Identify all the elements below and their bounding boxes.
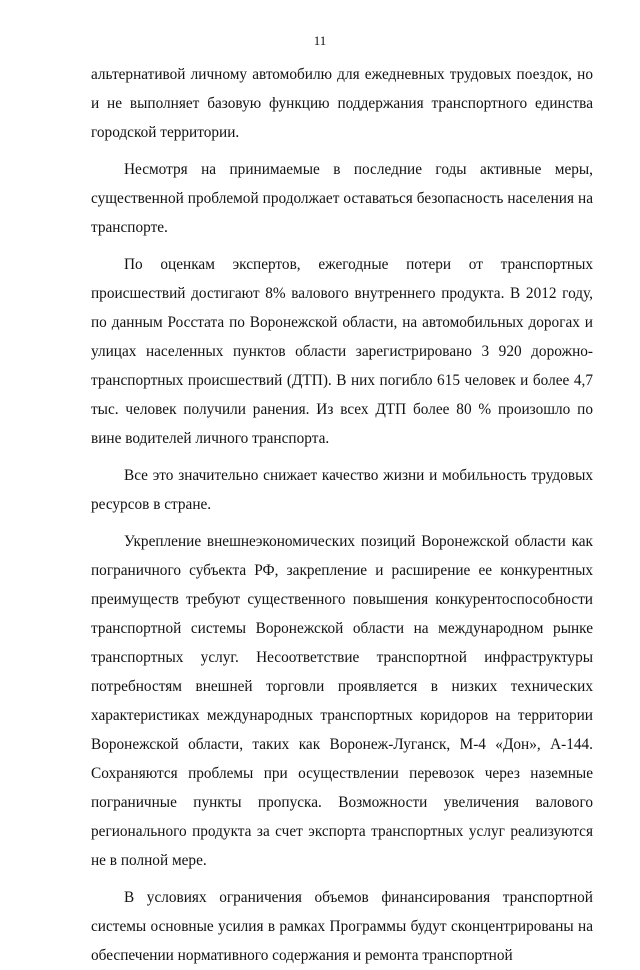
paragraph-foreign-economic: Укрепление внешнеэкономических позиций Воронежской области как пограничного субъекта РФ, закрепление и расширение ее конкурентных преимуществ требуют существенного повышения конкурентоспособности транспортной системы Воронежской области на международном рынке транспортных услуг. Несоответствие транспортной инфраструктуры потребностям внешней торговли проявляется в низких технических характеристиках международных транспортных коридоров на территории Воронежской области, таких как Воронеж-Луганск, М-4 «Дон», А-144. Сохраняются проблемы при осуществлении перевозок через наземные пограничные пункты пропуска. Возможности увеличения валового регионального продукта за счет экспорта транспортных услуг реализуются не в полной мере. (91, 533, 593, 869)
paragraph-continuation: альтернативой личному автомобилю для ежедневных трудовых поездок, но и не выполняет базовую функцию поддержания транспортного единства городской территории. (91, 66, 593, 141)
document-body (91, 60, 593, 970)
paragraph-accident-statistics: По оценкам экспертов, ежегодные потери от транспортных происшествий достигают 8% валового внутреннего продукта. В 2012 году, по данным Росстата по Воронежской области, на автомобильных дорогах и улицах населенных пунктов области зарегистрировано 3 920 дорожно-транспортных происшествий (ДТП). В них погибло 615 человек и более 4,7 тыс. человек получили ранения. Из всех ДТП более 80 % произошло по вине водителей личного транспорта. (91, 256, 593, 447)
paragraph-financing-conditions: В условиях ограничения объемов финансирования транспортной системы основные усилия в рамках Программы будут сконцентрированы на обеспечении нормативного содержания и ремонта транспортной (91, 889, 593, 964)
paragraph-safety-problem: Несмотря на принимаемые в последние годы активные меры, существенной проблемой продолжает оставаться безопасность населения на транспорте. (91, 161, 593, 236)
page-number: 11 (313, 33, 327, 48)
paragraph-quality-of-life: Все это значительно снижает качество жизни и мобильность трудовых ресурсов в стране. (91, 467, 593, 513)
